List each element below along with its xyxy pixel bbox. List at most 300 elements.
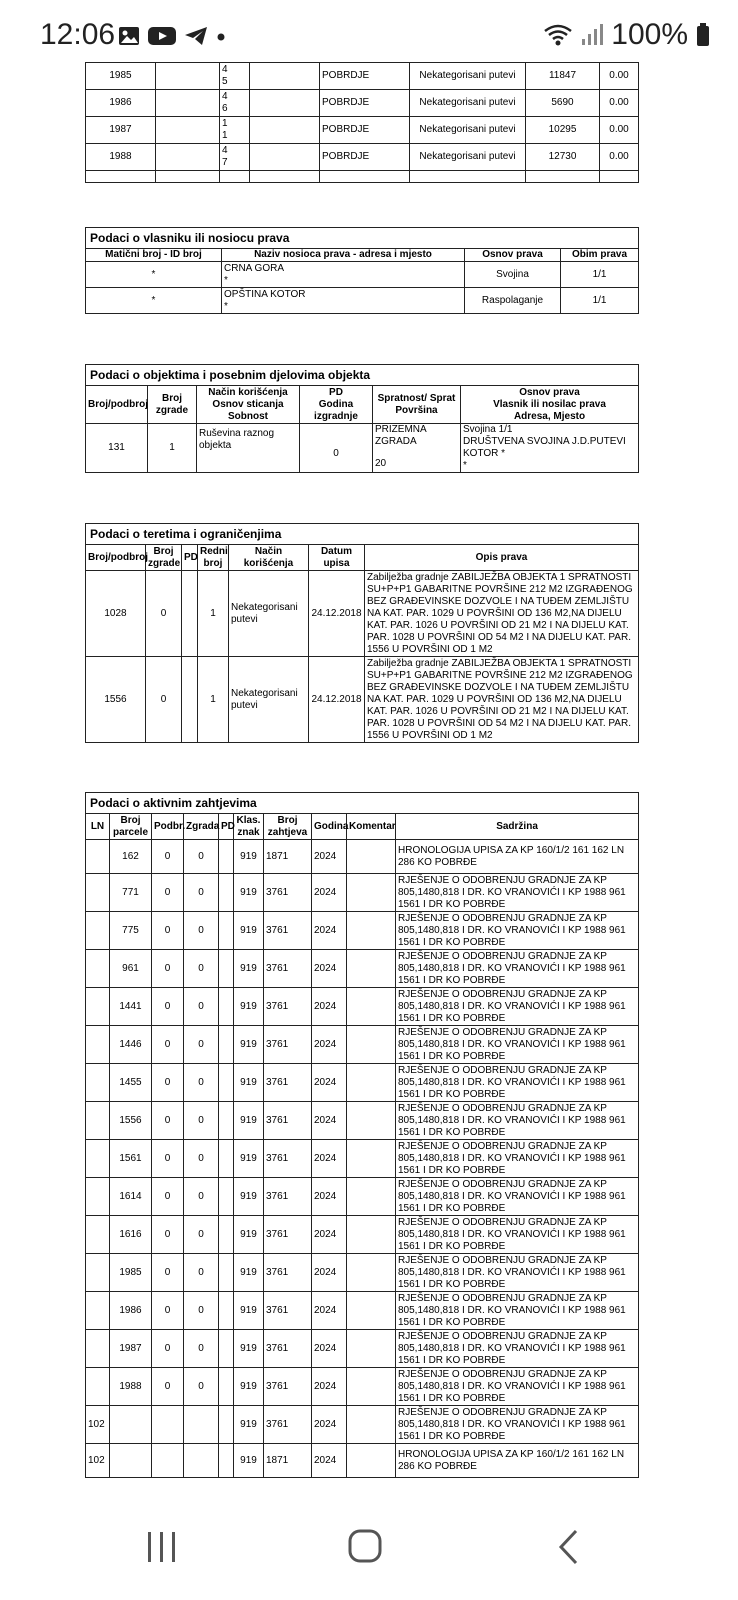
request-klas: 919 <box>234 1140 264 1178</box>
requests-header-podbr: Podbr. <box>152 814 184 840</box>
request-comment <box>347 1140 396 1178</box>
empty-cell <box>86 171 156 183</box>
request-ln <box>86 874 110 912</box>
request-year: 2024 <box>312 950 347 988</box>
request-row <box>86 1330 639 1368</box>
parcel-area: 10295 <box>526 117 600 144</box>
notification-icons <box>118 26 226 46</box>
objects-section <box>85 364 638 473</box>
owner-id: * <box>86 262 222 288</box>
request-podbr: 0 <box>152 1292 184 1330</box>
request-year: 2024 <box>312 1102 347 1140</box>
objects-header-building: Broj zgrade <box>148 386 197 424</box>
request-pd <box>219 1216 234 1254</box>
request-content: RJEŠENJE O ODOBRENJU GRADNJE ZA KP 805,1480,818 I DR. KO VRANOVIĆI I KP 1988 961 1561 I DR KO POBRĐE <box>396 1026 639 1064</box>
owner-basis: Svojina <box>465 262 561 288</box>
parcel-location: POBRDJE <box>320 144 410 171</box>
request-content: RJEŠENJE O ODOBRENJU GRADNJE ZA KP 805,1480,818 I DR. KO VRANOVIĆI I KP 1988 961 1561 I DR KO POBRĐE <box>396 988 639 1026</box>
youtube-icon <box>148 26 176 46</box>
request-comment <box>347 1178 396 1216</box>
request-zgrada <box>184 1406 219 1444</box>
request-podbr: 0 <box>152 1368 184 1406</box>
owner-row <box>86 288 639 314</box>
parcel-col2 <box>156 63 220 90</box>
request-year: 2024 <box>312 1292 347 1330</box>
request-row <box>86 874 639 912</box>
request-klas: 919 <box>234 1178 264 1216</box>
parcel-col4 <box>250 90 320 117</box>
request-content: RJEŠENJE O ODOBRENJU GRADNJE ZA KP 805,1480,818 I DR. KO VRANOVIĆI I KP 1988 961 1561 I DR KO POBRĐE <box>396 950 639 988</box>
request-year: 2024 <box>312 912 347 950</box>
burdens-header-pd: PD <box>182 545 198 571</box>
request-ln <box>86 1368 110 1406</box>
requests-header-year: Godina <box>312 814 347 840</box>
request-klas: 919 <box>234 950 264 988</box>
request-ln <box>86 1330 110 1368</box>
request-zgrada: 0 <box>184 912 219 950</box>
request-pd <box>219 1406 234 1444</box>
request-ln <box>86 1292 110 1330</box>
request-pd <box>219 1254 234 1292</box>
request-content: RJEŠENJE O ODOBRENJU GRADNJE ZA KP 805,1480,818 I DR. KO VRANOVIĆI I KP 1988 961 1561 I DR KO POBRĐE <box>396 1254 639 1292</box>
request-year: 2024 <box>312 988 347 1026</box>
parcel-location: POBRDJE <box>320 63 410 90</box>
objects-header-pd: PD Godina izgradnje <box>300 386 373 424</box>
object-usage: Ruševina raznog objekta <box>197 424 300 473</box>
request-pd <box>219 988 234 1026</box>
parcel-area: 11847 <box>526 63 600 90</box>
parcel-col2 <box>156 144 220 171</box>
telegram-icon <box>184 26 208 46</box>
requests-header-zgrada: Zgrada <box>184 814 219 840</box>
request-zgrada: 0 <box>184 1368 219 1406</box>
request-comment <box>347 1406 396 1444</box>
parcel-col3: 4 6 <box>220 90 250 117</box>
parcel-row <box>86 117 639 144</box>
burdens-header-building: Broj zgrade <box>146 545 182 571</box>
request-zgrada: 0 <box>184 1330 219 1368</box>
request-comment <box>347 1102 396 1140</box>
parcel-table <box>85 62 638 183</box>
parcel-value: 0.00 <box>600 144 639 171</box>
burden-desc: Zabilježba gradnje ZABILJEŽBA OBJEKTA 1 SPRATNOSTI SU+P+P1 GABARITNE POVRŠINE 212 M2 IZGRAĐENOG BEZ GRAĐEVINSKE DOZVOLE I NA TUĐEM ZEMLJIŠTU NA KAT. PAR. 1029 U POVRŠINI OD 136 M2,NA DIJELU KAT. PAR. 1026 U POVRŠINI OD 21 M2 I NA DIJELU KAT. PAR. 1028 U POVRŠINI OD 54 M2 I NA DIJELU KAT. PAR. 1556 U POVRŠINI OD 1 M2 <box>365 571 639 657</box>
owner-header-basis: Osnov prava <box>465 249 561 262</box>
request-pd <box>219 1330 234 1368</box>
request-comment <box>347 1292 396 1330</box>
object-pd: 0 <box>300 424 373 473</box>
request-ln <box>86 1140 110 1178</box>
request-number: 3761 <box>264 912 312 950</box>
request-pd <box>219 1102 234 1140</box>
objects-header-rights: Osnov prava Vlasnik ili nosilac prava Adresa, Mjesto <box>461 386 639 424</box>
owner-id: * <box>86 288 222 314</box>
request-zgrada: 0 <box>184 840 219 874</box>
burdens-header-desc: Opis prava <box>365 545 639 571</box>
parcel-row <box>86 144 639 171</box>
request-pd <box>219 1140 234 1178</box>
request-content: RJEŠENJE O ODOBRENJU GRADNJE ZA KP 805,1480,818 I DR. KO VRANOVIĆI I KP 1988 961 1561 I DR KO POBRĐE <box>396 1140 639 1178</box>
empty-cell <box>156 171 220 183</box>
request-content: RJEŠENJE O ODOBRENJU GRADNJE ZA KP 805,1480,818 I DR. KO VRANOVIĆI I KP 1988 961 1561 I DR KO POBRĐE <box>396 1064 639 1102</box>
request-number: 3761 <box>264 1254 312 1292</box>
request-year: 2024 <box>312 1064 347 1102</box>
parcel-col4 <box>250 63 320 90</box>
request-klas: 919 <box>234 1330 264 1368</box>
gallery-icon <box>118 26 140 46</box>
burden-pd <box>182 657 198 743</box>
request-podbr <box>152 1444 184 1478</box>
request-ln <box>86 950 110 988</box>
empty-cell <box>600 171 639 183</box>
request-year: 2024 <box>312 1178 347 1216</box>
request-row <box>86 1102 639 1140</box>
request-ln <box>86 840 110 874</box>
battery-icon <box>696 23 710 47</box>
status-bar <box>0 0 738 64</box>
request-content: RJEŠENJE O ODOBRENJU GRADNJE ZA KP 805,1480,818 I DR. KO VRANOVIĆI I KP 1988 961 1561 I DR KO POBRĐE <box>396 1292 639 1330</box>
owner-title: Podaci o vlasniku ili nosiocu prava <box>86 228 639 249</box>
parcel-location: POBRDJE <box>320 90 410 117</box>
navigation-bar <box>0 1480 738 1600</box>
request-ln: 102 <box>86 1444 110 1478</box>
request-comment <box>347 1444 396 1478</box>
request-pd <box>219 1026 234 1064</box>
back-button[interactable] <box>556 1528 580 1566</box>
request-comment <box>347 1254 396 1292</box>
request-row <box>86 1368 639 1406</box>
request-number: 3761 <box>264 1368 312 1406</box>
request-zgrada: 0 <box>184 1178 219 1216</box>
request-podbr: 0 <box>152 1026 184 1064</box>
requests-header-content: Sadržina <box>396 814 639 840</box>
request-row <box>86 1064 639 1102</box>
request-year: 2024 <box>312 840 347 874</box>
parcel-col3: 1 1 <box>220 117 250 144</box>
owner-scope: 1/1 <box>561 262 639 288</box>
parcel-area: 12730 <box>526 144 600 171</box>
parcel-row <box>86 63 639 90</box>
request-ln <box>86 1178 110 1216</box>
burden-building: 0 <box>146 657 182 743</box>
requests-header-klas: Klas. znak <box>234 814 264 840</box>
request-comment <box>347 1368 396 1406</box>
request-podbr: 0 <box>152 912 184 950</box>
request-row <box>86 840 639 874</box>
request-parcel: 1446 <box>110 1026 152 1064</box>
burden-building: 0 <box>146 571 182 657</box>
signal-icon <box>581 23 603 47</box>
request-content: RJEŠENJE O ODOBRENJU GRADNJE ZA KP 805,1480,818 I DR. KO VRANOVIĆI I KP 1988 961 1561 I DR KO POBRĐE <box>396 1216 639 1254</box>
request-zgrada: 0 <box>184 874 219 912</box>
request-row <box>86 912 639 950</box>
requests-header-parcel: Broj parcele <box>110 814 152 840</box>
request-zgrada: 0 <box>184 1064 219 1102</box>
request-parcel: 1556 <box>110 1102 152 1140</box>
request-row <box>86 1216 639 1254</box>
system-icons <box>543 18 710 52</box>
object-floors: PRIZEMNA ZGRADA 20 <box>373 424 461 473</box>
request-klas: 919 <box>234 1444 264 1478</box>
empty-cell <box>250 171 320 183</box>
request-zgrada: 0 <box>184 1216 219 1254</box>
owner-name: CRNA GORA * <box>222 262 465 288</box>
parcel-value: 0.00 <box>600 63 639 90</box>
request-comment <box>347 840 396 874</box>
request-podbr: 0 <box>152 840 184 874</box>
request-number: 3761 <box>264 1216 312 1254</box>
request-parcel: 1455 <box>110 1064 152 1102</box>
status-time: 12:06 <box>40 18 116 51</box>
request-ln <box>86 912 110 950</box>
parcel-empty-row <box>86 171 639 183</box>
request-parcel: 1614 <box>110 1178 152 1216</box>
request-content: HRONOLOGIJA UPISA ZA KP 160/1/2 161 162 LN 286 KO POBRĐE <box>396 840 639 874</box>
request-year: 2024 <box>312 1406 347 1444</box>
request-parcel: 1988 <box>110 1368 152 1406</box>
request-klas: 919 <box>234 1368 264 1406</box>
parcel-number: 1988 <box>86 144 156 171</box>
request-year: 2024 <box>312 1444 347 1478</box>
object-row <box>86 424 639 473</box>
request-podbr <box>152 1406 184 1444</box>
object-building: 1 <box>148 424 197 473</box>
parcel-usage: Nekategorisani putevi <box>410 144 526 171</box>
requests-header-ln: LN <box>86 814 110 840</box>
request-content: RJEŠENJE O ODOBRENJU GRADNJE ZA KP 805,1480,818 I DR. KO VRANOVIĆI I KP 1988 961 1561 I DR KO POBRĐE <box>396 1178 639 1216</box>
request-ln <box>86 1026 110 1064</box>
parcel-col2 <box>156 90 220 117</box>
request-podbr: 0 <box>152 1254 184 1292</box>
home-button[interactable] <box>347 1528 383 1564</box>
requests-header-comment: Komentar <box>347 814 396 840</box>
owner-header-scope: Obim prava <box>561 249 639 262</box>
empty-cell <box>526 171 600 183</box>
parcel-col3: 4 7 <box>220 144 250 171</box>
request-number: 3761 <box>264 1140 312 1178</box>
burden-usage: Nekategorisani putevi <box>229 657 309 743</box>
dot-icon <box>216 26 226 46</box>
request-podbr: 0 <box>152 988 184 1026</box>
request-number: 3761 <box>264 1102 312 1140</box>
parcel-number: 1985 <box>86 63 156 90</box>
battery-percent: 100% <box>611 18 688 51</box>
request-klas: 919 <box>234 1026 264 1064</box>
request-ln <box>86 1216 110 1254</box>
request-klas: 919 <box>234 1064 264 1102</box>
owner-section <box>85 227 638 314</box>
burden-row <box>86 657 639 743</box>
burden-seq: 1 <box>198 657 229 743</box>
request-pd <box>219 840 234 874</box>
request-podbr: 0 <box>152 1102 184 1140</box>
request-zgrada: 0 <box>184 950 219 988</box>
request-content: RJEŠENJE O ODOBRENJU GRADNJE ZA KP 805,1480,818 I DR. KO VRANOVIĆI I KP 1988 961 1561 I DR KO POBRĐE <box>396 874 639 912</box>
burdens-header-usage: Način korišćenja <box>229 545 309 571</box>
request-klas: 919 <box>234 988 264 1026</box>
request-content: RJEŠENJE O ODOBRENJU GRADNJE ZA KP 805,1480,818 I DR. KO VRANOVIĆI I KP 1988 961 1561 I DR KO POBRĐE <box>396 1102 639 1140</box>
request-zgrada: 0 <box>184 1026 219 1064</box>
request-number: 3761 <box>264 1026 312 1064</box>
request-pd <box>219 1178 234 1216</box>
request-year: 2024 <box>312 1330 347 1368</box>
request-content: RJEŠENJE O ODOBRENJU GRADNJE ZA KP 805,1480,818 I DR. KO VRANOVIĆI I KP 1988 961 1561 I DR KO POBRĐE <box>396 1406 639 1444</box>
request-year: 2024 <box>312 1368 347 1406</box>
request-parcel: 1987 <box>110 1330 152 1368</box>
burden-date: 24.12.2018 <box>309 657 365 743</box>
request-zgrada: 0 <box>184 1140 219 1178</box>
request-pd <box>219 1064 234 1102</box>
burdens-header-date: Datum upisa <box>309 545 365 571</box>
parcel-col3: 4 5 <box>220 63 250 90</box>
request-parcel: 775 <box>110 912 152 950</box>
request-row <box>86 1140 639 1178</box>
request-podbr: 0 <box>152 1140 184 1178</box>
request-number: 3761 <box>264 1064 312 1102</box>
request-comment <box>347 1216 396 1254</box>
requests-header-pd: PD <box>219 814 234 840</box>
request-year: 2024 <box>312 874 347 912</box>
request-zgrada: 0 <box>184 1292 219 1330</box>
burden-num: 1028 <box>86 571 146 657</box>
request-comment <box>347 1064 396 1102</box>
request-pd <box>219 950 234 988</box>
request-ln <box>86 988 110 1026</box>
request-number: 3761 <box>264 1406 312 1444</box>
owner-row <box>86 262 639 288</box>
request-row <box>86 1292 639 1330</box>
request-number: 1871 <box>264 840 312 874</box>
owner-header-name: Naziv nosioca prava - adresa i mjesto <box>222 249 465 262</box>
objects-header-num: Broj/podbroj <box>86 386 148 424</box>
request-zgrada: 0 <box>184 1254 219 1292</box>
request-number: 3761 <box>264 1178 312 1216</box>
request-pd <box>219 1292 234 1330</box>
request-pd <box>219 874 234 912</box>
parcel-value: 0.00 <box>600 90 639 117</box>
request-row <box>86 1178 639 1216</box>
burdens-header-num: Broj/podbroj <box>86 545 146 571</box>
request-klas: 919 <box>234 874 264 912</box>
request-number: 3761 <box>264 874 312 912</box>
request-parcel: 1986 <box>110 1292 152 1330</box>
owner-header-id: Matični broj - ID broj <box>86 249 222 262</box>
request-zgrada: 0 <box>184 1102 219 1140</box>
parcel-usage: Nekategorisani putevi <box>410 117 526 144</box>
parcel-number: 1987 <box>86 117 156 144</box>
request-podbr: 0 <box>152 874 184 912</box>
recent-apps-button[interactable] <box>146 1530 178 1564</box>
request-pd <box>219 912 234 950</box>
objects-header-floors: Spratnost/ Sprat Površina <box>373 386 461 424</box>
burden-usage: Nekategorisani putevi <box>229 571 309 657</box>
request-year: 2024 <box>312 1216 347 1254</box>
request-podbr: 0 <box>152 1178 184 1216</box>
parcel-row <box>86 90 639 117</box>
objects-title: Podaci o objektima i posebnim djelovima objekta <box>86 365 639 386</box>
burdens-header-seq: Redni broj <box>198 545 229 571</box>
owner-scope: 1/1 <box>561 288 639 314</box>
request-year: 2024 <box>312 1026 347 1064</box>
request-ln <box>86 1254 110 1292</box>
request-klas: 919 <box>234 912 264 950</box>
request-pd <box>219 1444 234 1478</box>
request-row <box>86 1444 639 1478</box>
request-ln: 102 <box>86 1406 110 1444</box>
request-podbr: 0 <box>152 1216 184 1254</box>
request-number: 3761 <box>264 950 312 988</box>
request-content: RJEŠENJE O ODOBRENJU GRADNJE ZA KP 805,1480,818 I DR. KO VRANOVIĆI I KP 1988 961 1561 I DR KO POBRĐE <box>396 1330 639 1368</box>
requests-header-req: Broj zahtjeva <box>264 814 312 840</box>
objects-header-usage: Način korišćenja Osnov sticanja Sobnost <box>197 386 300 424</box>
request-year: 2024 <box>312 1140 347 1178</box>
request-klas: 919 <box>234 1216 264 1254</box>
request-content: RJEŠENJE O ODOBRENJU GRADNJE ZA KP 805,1480,818 I DR. KO VRANOVIĆI I KP 1988 961 1561 I DR KO POBRĐE <box>396 912 639 950</box>
parcel-number: 1986 <box>86 90 156 117</box>
burden-desc: Zabilježba gradnje ZABILJEŽBA OBJEKTA 1 SPRATNOSTI SU+P+P1 GABARITNE POVRŠINE 212 M2 IZGRAĐENOG BEZ GRAĐEVINSKE DOZVOLE I NA TUĐEM ZEMLJIŠTU NA KAT. PAR. 1029 U POVRŠINI OD 136 M2,NA DIJELU KAT. PAR. 1026 U POVRŠINI OD 21 M2 I NA DIJELU KAT. PAR. 1028 U POVRŠINI OD 54 M2 I NA DIJELU KAT. PAR. 1556 U POVRŠINI OD 1 M2 <box>365 657 639 743</box>
request-klas: 919 <box>234 840 264 874</box>
parcel-value: 0.00 <box>600 117 639 144</box>
request-ln <box>86 1064 110 1102</box>
parcel-col4 <box>250 117 320 144</box>
parcel-usage: Nekategorisani putevi <box>410 90 526 117</box>
request-content: RJEŠENJE O ODOBRENJU GRADNJE ZA KP 805,1480,818 I DR. KO VRANOVIĆI I KP 1988 961 1561 I DR KO POBRĐE <box>396 1368 639 1406</box>
parcel-area: 5690 <box>526 90 600 117</box>
burdens-section <box>85 523 638 743</box>
request-number: 3761 <box>264 1292 312 1330</box>
request-klas: 919 <box>234 1406 264 1444</box>
request-podbr: 0 <box>152 1330 184 1368</box>
request-klas: 919 <box>234 1254 264 1292</box>
burden-num: 1556 <box>86 657 146 743</box>
parcel-usage: Nekategorisani putevi <box>410 63 526 90</box>
empty-cell <box>220 171 250 183</box>
wifi-icon <box>543 23 573 47</box>
request-klas: 919 <box>234 1102 264 1140</box>
burden-seq: 1 <box>198 571 229 657</box>
burden-date: 24.12.2018 <box>309 571 365 657</box>
request-row <box>86 1026 639 1064</box>
request-number: 1871 <box>264 1444 312 1478</box>
request-comment <box>347 912 396 950</box>
burden-row <box>86 571 639 657</box>
burden-pd <box>182 571 198 657</box>
owner-name: OPŠTINA KOTOR * <box>222 288 465 314</box>
request-parcel <box>110 1444 152 1478</box>
request-parcel: 961 <box>110 950 152 988</box>
request-row <box>86 1406 639 1444</box>
request-row <box>86 950 639 988</box>
request-ln <box>86 1102 110 1140</box>
object-rights: Svojina 1/1 DRUŠTVENA SVOJINA J.D.PUTEVI KOTOR * * <box>461 424 639 473</box>
requests-section <box>85 792 638 1478</box>
request-klas: 919 <box>234 1292 264 1330</box>
request-podbr: 0 <box>152 1064 184 1102</box>
parcel-location: POBRDJE <box>320 117 410 144</box>
request-comment <box>347 988 396 1026</box>
empty-cell <box>410 171 526 183</box>
request-parcel: 1985 <box>110 1254 152 1292</box>
request-number: 3761 <box>264 1330 312 1368</box>
request-comment <box>347 950 396 988</box>
request-parcel: 162 <box>110 840 152 874</box>
owner-basis: Raspolaganje <box>465 288 561 314</box>
request-comment <box>347 1026 396 1064</box>
empty-cell <box>320 171 410 183</box>
request-comment <box>347 1330 396 1368</box>
request-parcel: 1441 <box>110 988 152 1026</box>
requests-title: Podaci o aktivnim zahtjevima <box>86 793 639 814</box>
request-parcel: 1616 <box>110 1216 152 1254</box>
